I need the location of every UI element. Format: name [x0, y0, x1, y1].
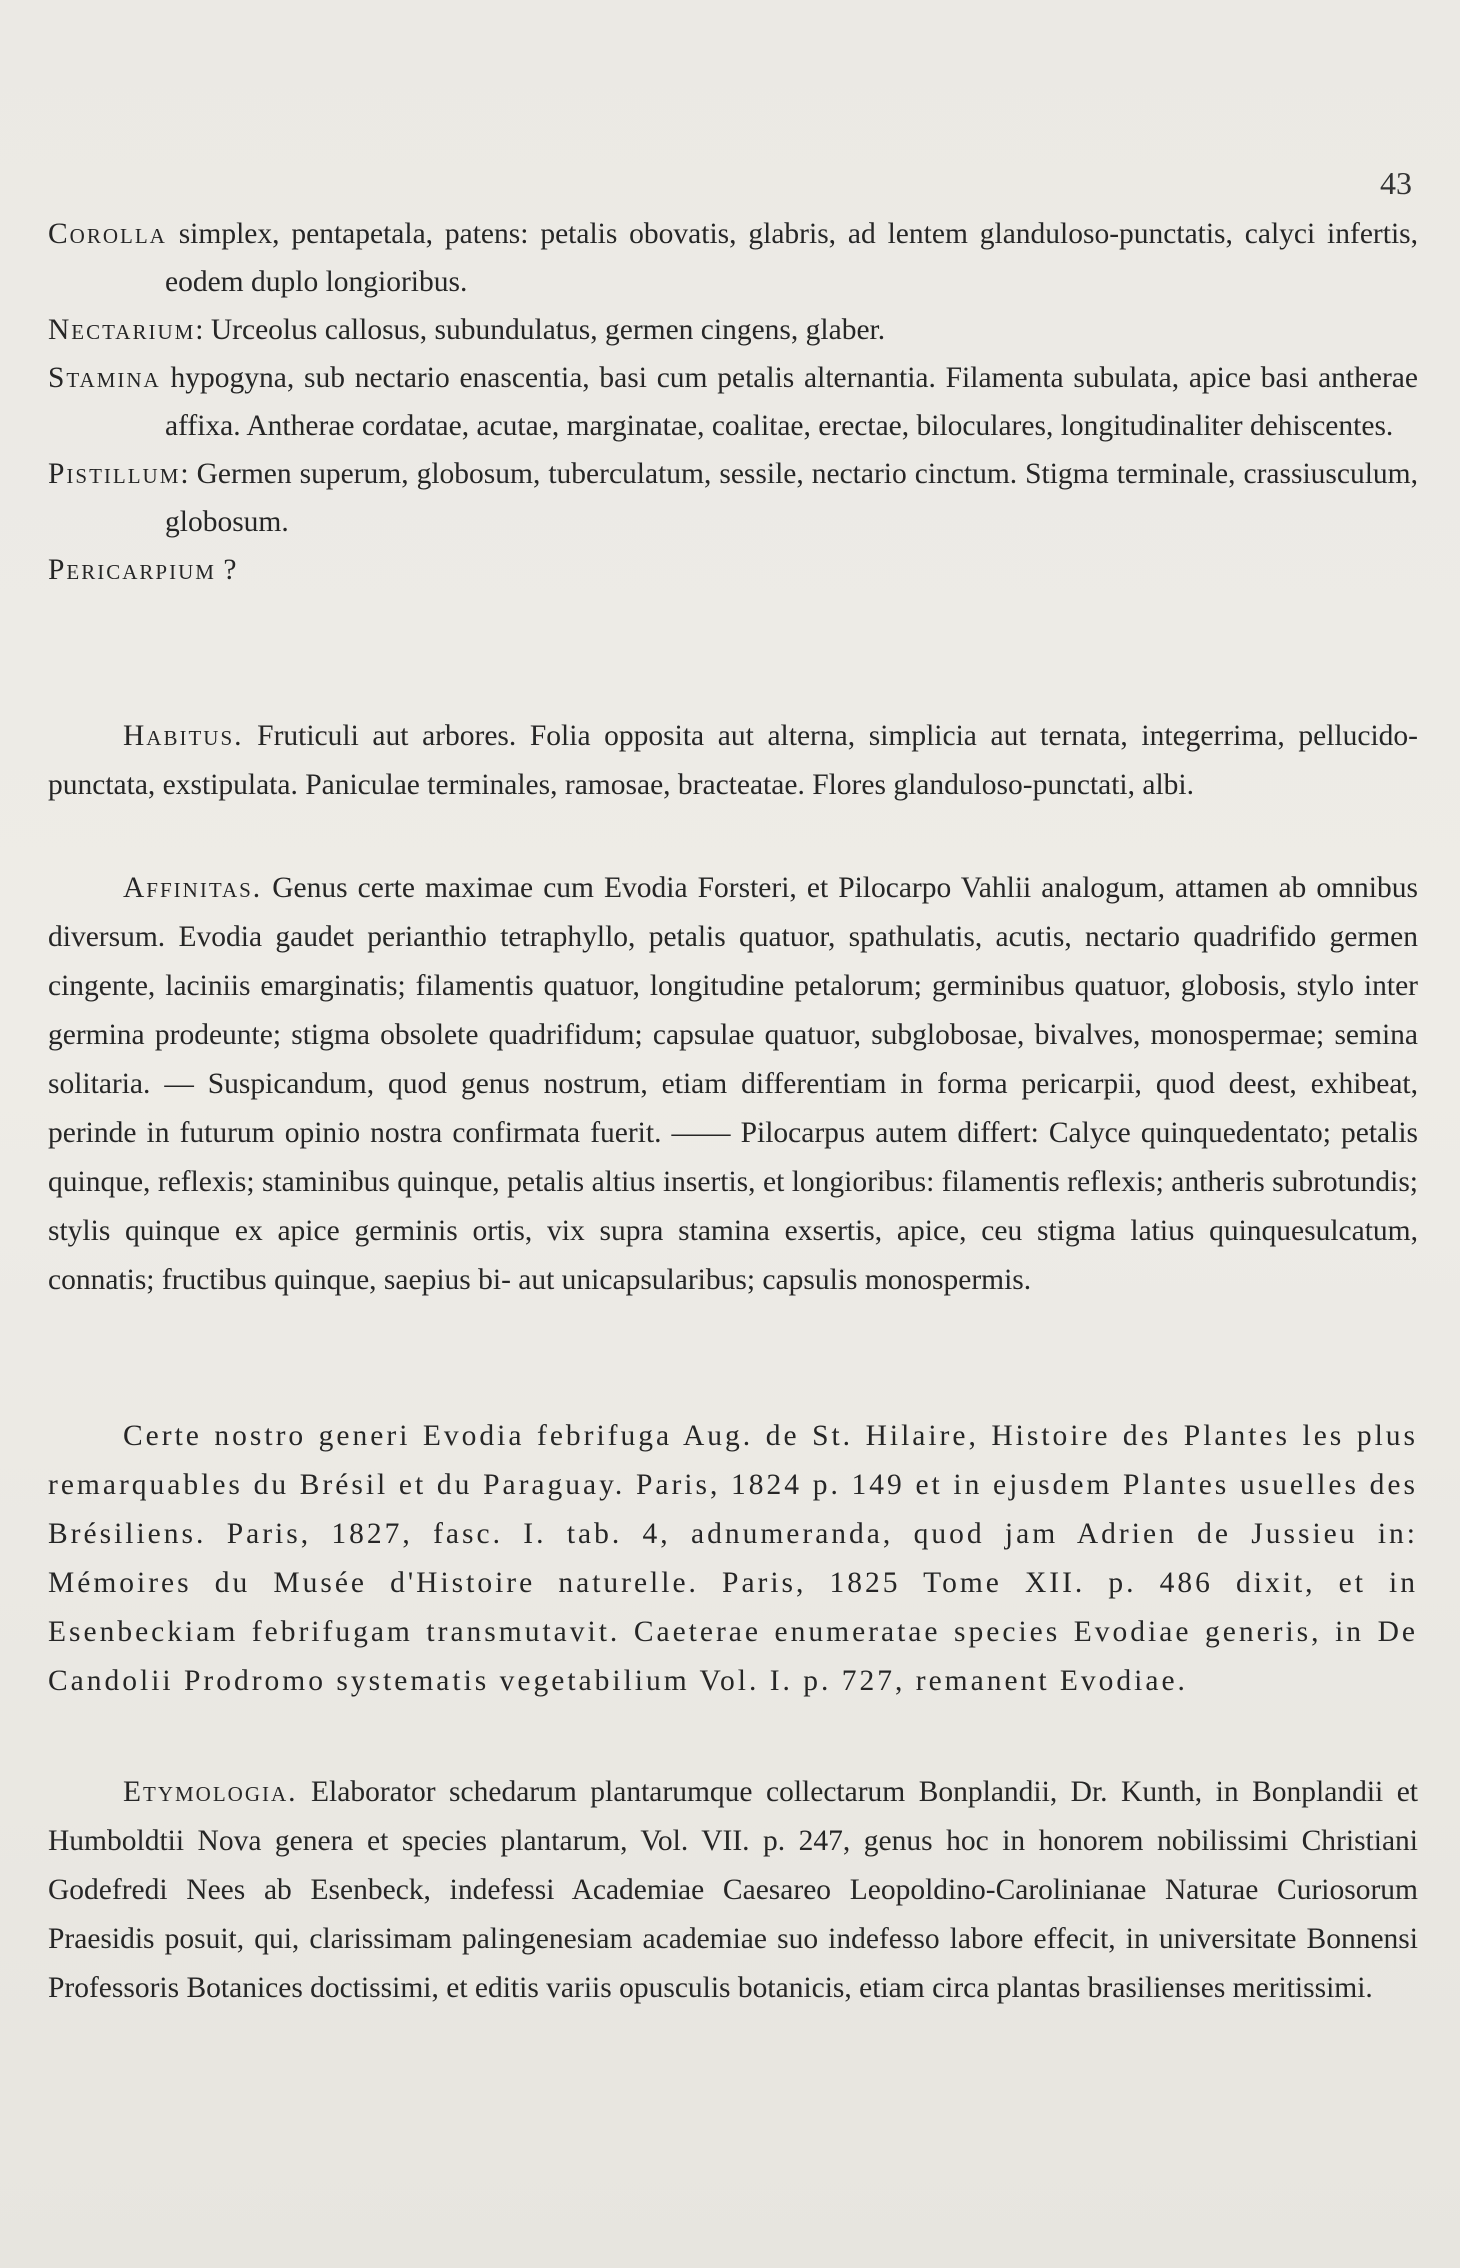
- page-number: 43: [1380, 165, 1412, 201]
- term-nectarium: Nectarium: [48, 314, 196, 346]
- affinitas-section: [48, 864, 1418, 1305]
- character-pistillum: Pistillum: Germen superum, globosum, tuberculatum, sessile, nectario cinctum. Stigma terminale, crassiusculum, globosum.: [48, 458, 1418, 538]
- term-stamina: Stamina: [48, 362, 161, 394]
- paragraph-affinitas: Affinitas. Genus certe maximae cum Evodia Forsteri, et Pilocarpo Vahlii analogum, attamen ab omnibus diversum. Evodia gaudet perianthio tetraphyllo, petalis quatuor, spathulatis, acutis, nectario quadrifido germen cingente, laciniis emarginatis; filamentis quatuor, longitudine petalorum; germinibus quatuor, globosis, stylo inter germina prodeunte; stigma obsolete quadrifidum; capsulae quatuor, subglobosae, bivalves, monospermae; semina solitaria. — Suspicandum, quod genus nostrum, etiam differentiam in forma pericarpii, quod deest, exhibeat, perinde in futurum opinio nostra confirmata fuerit. —— Pilocarpus autem differt: Calyce quinquedentato; petalis quinque, reflexis; staminibus quinque, petalis altius insertis, et longioribus: filamentis reflexis; antheris subrotundis; stylis quinque ex apice germinis ortis, vix supra stamina exsertis, apice, ceu stigma latius quinquesulcatum, connatis; fructibus quinque, saepius bi- aut unicapsularibus; capsulis monospermis.: [48, 872, 1418, 1296]
- paragraph-synonymy: Certe nostro generi Evodia febrifuga Aug. de St. Hilaire, Histoire des Plantes les plus remarquables du Brésil et du Paraguay. Paris, 1824 p. 149 et in ejusdem Plantes usuelles des Brésiliens. Paris, 1827, fasc. I. tab. 4, adnumeranda, quod jam Adrien de Jussieu in: Mémoires du Musée d'Histoire naturelle. Paris, 1825 Tome XII. p. 486 dixit, et in Esenbeckiam febrifugam transmutavit. Caeterae enumeratae species Evodiae generis, in De Candolii Prodromo systematis vegetabilium Vol. I. p. 727, remanent Evodiae.: [48, 1420, 1418, 1697]
- etymologia-section: [48, 1768, 1418, 2013]
- paragraph-etymologia: Etymologia. Elaborator schedarum plantarumque collectarum Bonplandii, Dr. Kunth, in Bonplandii et Humboldtii Nova genera et species plantarum, Vol. VII. p. 247, genus hoc in honorem nobilissimi Christiani Godefredi Nees ab Esenbeck, indefessi Academiae Caesareo Leopoldino-Carolinianae Naturae Curiosorum Praesidis posuit, qui, clarissimam palingenesiam academiae suo indefesso labore effecit, in universitate Bonnensi Professoris Botanices doctissimi, et editis variis opusculis botanicis, etiam circa plantas brasilienses meritissimi.: [48, 1776, 1418, 2004]
- paragraph-habitus: Habitus. Fruticuli aut arbores. Folia opposita aut alterna, simplicia aut ternata, integerrima, pellucido-punctata, exstipulata. Paniculae terminales, ramosae, bracteatae. Flores glanduloso-punctati, albi.: [48, 720, 1418, 801]
- term-pistillum: Pistillum: [48, 458, 181, 490]
- synonymy-section: [48, 1412, 1418, 1706]
- character-pericarpium: Pericarpium ?: [48, 554, 237, 586]
- generic-characters: [48, 210, 1418, 594]
- character-nectarium: Nectarium: Urceolus callosus, subundulatus, germen cingens, glaber.: [48, 314, 886, 346]
- term-pericarpium: Pericarpium: [48, 554, 216, 586]
- term-habitus: Habitus.: [123, 720, 244, 752]
- character-stamina: Stamina hypogyna, sub nectario enascentia, basi cum petalis alternantia. Filamenta subulata, apice basi antherae affixa. Antherae cordatae, acutae, marginatae, coalitae, erectae, biloculares, longitudinaliter dehiscentes.: [48, 362, 1418, 442]
- term-corolla: Corolla: [48, 218, 167, 250]
- character-corolla: Corolla simplex, pentapetala, patens: petalis obovatis, glabris, ad lentem glanduloso-punctatis, calyci infertis, eodem duplo longioribus.: [48, 218, 1418, 298]
- term-etymologia: Etymologia.: [123, 1776, 298, 1808]
- habitus-section: [48, 712, 1418, 810]
- term-affinitas: Affinitas.: [123, 872, 263, 904]
